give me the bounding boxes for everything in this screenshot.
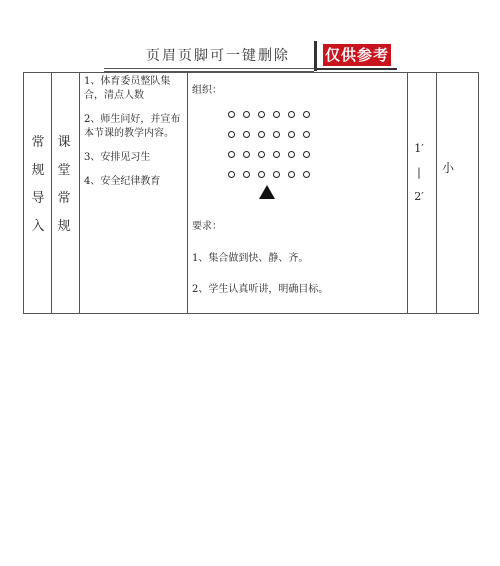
content-item: 4、安全纪律教育 xyxy=(84,176,161,187)
reference-badge-label: 仅供参考 xyxy=(324,46,389,64)
badge-divider xyxy=(317,68,397,70)
formation-circle-icon xyxy=(228,131,235,138)
column-divider-4 xyxy=(407,73,408,313)
formation-circle-icon xyxy=(258,151,265,158)
time-start: 1′ xyxy=(414,142,424,155)
formation-circle-icon xyxy=(288,151,295,158)
subsection-char: 常 xyxy=(57,191,71,206)
column-divider-3 xyxy=(187,73,188,313)
formation-circle-icon xyxy=(228,171,235,178)
formation-circle-icon xyxy=(273,171,280,178)
formation-circle-icon xyxy=(288,131,295,138)
formation-circle-icon xyxy=(243,131,250,138)
formation-circle-icon xyxy=(288,171,295,178)
formation-circle-icon xyxy=(288,111,295,118)
content-item: 1、体育委员整队集合，清点人数 xyxy=(84,76,171,101)
formation-circle-icon xyxy=(303,151,310,158)
formation-circle-icon xyxy=(303,171,310,178)
formation-circle-icon xyxy=(228,111,235,118)
formation-circle-icon xyxy=(273,131,280,138)
content-items xyxy=(84,75,184,199)
section-char: 规 xyxy=(31,163,45,178)
time-allocation xyxy=(412,137,426,209)
section-char: 常 xyxy=(31,135,45,150)
subsection-char: 堂 xyxy=(57,163,71,178)
section-char: 导 xyxy=(31,191,45,206)
formation-circle-icon xyxy=(258,111,265,118)
formation-circle-icon xyxy=(303,131,310,138)
requirements-label: 要求： xyxy=(192,221,222,232)
formation-circle-icon xyxy=(243,111,250,118)
intensity-label: 小 xyxy=(442,161,455,175)
subsection-char: 课 xyxy=(57,135,71,150)
column-divider-5 xyxy=(436,73,437,313)
requirement-item: 1、集合做到快、静、齐。 xyxy=(192,253,309,264)
formation-circle-icon xyxy=(228,151,235,158)
requirement-item: 2、学生认真听讲，明确目标。 xyxy=(192,284,329,295)
page-header xyxy=(104,41,394,69)
column-divider-2 xyxy=(79,73,80,313)
formation-circle-icon xyxy=(273,111,280,118)
header-text: 页眉页脚可一键删除 xyxy=(146,48,290,64)
formation-circle-icon xyxy=(273,151,280,158)
section-label xyxy=(30,129,46,241)
subsection-label xyxy=(56,129,72,241)
formation-circle-icon xyxy=(303,111,310,118)
time-end: 2′ xyxy=(414,190,424,203)
formation-circle-icon xyxy=(258,131,265,138)
organization-label: 组织： xyxy=(192,85,222,96)
formation-circle-icon xyxy=(258,171,265,178)
subsection-char: 规 xyxy=(57,219,71,234)
lesson-table xyxy=(23,72,479,314)
formation-circle-icon xyxy=(243,171,250,178)
reference-badge xyxy=(314,41,394,71)
formation-circle-icon xyxy=(243,151,250,158)
content-item: 3、安排见习生 xyxy=(84,152,151,163)
column-divider-1 xyxy=(51,73,52,313)
section-char: 入 xyxy=(31,219,45,234)
content-item: 2、师生问好，并宣布本节课的教学内容。 xyxy=(84,114,181,139)
teacher-triangle-icon xyxy=(259,185,275,199)
header-divider xyxy=(104,68,314,69)
time-separator: | xyxy=(417,166,421,179)
